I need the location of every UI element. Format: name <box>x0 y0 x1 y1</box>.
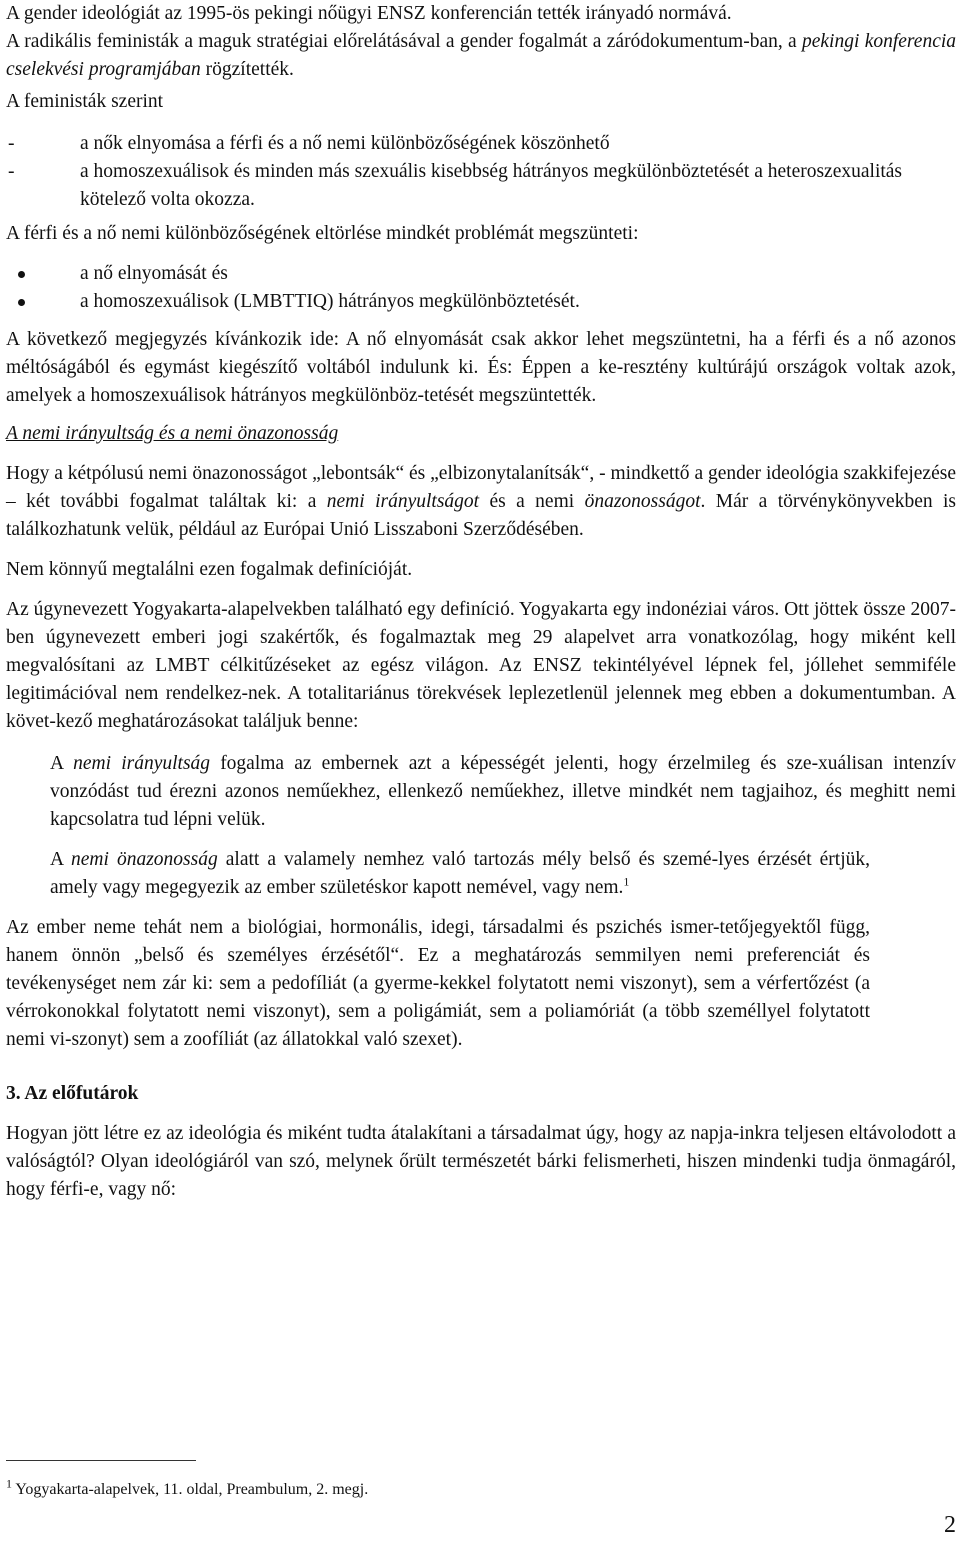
intro-text-b: rögzítették. <box>200 59 294 80</box>
footnote <box>6 1476 369 1500</box>
subheading-text: A nemi irányultság és a nemi önazonosság <box>6 423 339 444</box>
according-feminists: A feministák szerint <box>6 91 164 112</box>
bullet-list <box>6 260 956 316</box>
list-item <box>6 288 956 316</box>
list-item <box>6 260 956 288</box>
list-item-text: a nők elnyomása a férfi és a nő nemi különbözőségének köszönhető <box>80 133 610 154</box>
bullet-icon <box>18 271 25 278</box>
list-item-text: a homoszexuálisok és minden más szexuális kisebbség hátrányos megkülönböztetését a heteroszexualitás kötelező volta okozza. <box>80 161 903 210</box>
document-page <box>6 0 956 1204</box>
list-item <box>6 158 956 214</box>
concepts-paragraph <box>6 460 956 544</box>
quote2-text-b: alatt a valamely nemhez való tartozás mély belső és szemé-lyes érzését értjük, amely vagy megegyezik az ember születéskor kapott nemével, vagy nem. <box>50 849 871 898</box>
footnote-mark: 1 <box>6 1476 12 1491</box>
bullet-icon <box>18 299 25 306</box>
list-item-text: a homoszexuálisok (LMBTTIQ) hátrányos megkülönböztetését. <box>80 291 580 312</box>
remark-paragraph: A következő megjegyzés kívánkozik ide: A nő elnyomását csak akkor lehet megszüntetni, ha a férfi és a nő azonos méltóságából és egymást kiegészítő voltából indulunk ki. És: Éppen a ke-resztény kultúrájú országok voltak azok, amelyek a homoszexuálisok hátrányos megkülönböz-tetését megszüntették. <box>6 329 956 406</box>
quote1-text-b: fogalma az embernek azt a képességét jelenti, hogy érzelmileg és sze-xuálisan intenzív vonzódást tud érezni azonos neműekhez, ellenkező neműekhez, illetve mindkét nem tagjaihoz, és meghitt nemi kapcsolatra tud lépni velük. <box>50 753 956 830</box>
concepts-text-a: Hogy a kétpólusú nemi önazonosságot „lebontsák“ és „elbizonytalanítsák“, - mindkettő a gender ideológia szakkifejezése – két további fogalmat találtak ki: a <box>6 463 956 512</box>
concepts-italic-orientation: nemi irányultságot <box>326 491 480 512</box>
intro-line-1: A gender ideológiát az 1995-ös pekingi nőügyi ENSZ konferencián tették irányadó normává. <box>6 3 732 24</box>
footnote-reference[interactable]: 1 <box>623 874 630 889</box>
quote1-italic: nemi irányultság <box>73 753 211 774</box>
quote2-italic: nemi önazonosság <box>71 849 218 870</box>
abolish-paragraph: A férfi és a nő nemi különbözőségének eltörlése mindkét problémát megszünteti: <box>6 223 639 244</box>
quote-orientation <box>6 750 956 834</box>
list-item <box>6 130 956 158</box>
dash-marker: - <box>8 161 15 182</box>
intro-italic-program: pekingi konferencia cselekvési programjában <box>6 31 957 80</box>
concepts-text-b: és a nemi <box>479 491 585 512</box>
quote2-text-a: A <box>50 849 72 870</box>
footnote-divider <box>6 1460 196 1461</box>
dash-list <box>6 130 956 214</box>
concepts-text-c: . Már a törvénykönyvekben is találkozhatunk velük, például az Európai Unió Lisszaboni Szerződésében. <box>6 491 957 540</box>
intro-paragraph <box>6 28 956 84</box>
conclusion-paragraph: Az ember neme tehát nem a biológiai, hormonális, idegi, társadalmi és pszichés ismer-tetőjegyektől függ, hanem önnön „belső és személyes érzésétől“. Ez a meghatározás semmilyen nemi preferenciát és tevékenységet nem zár ki: sem a pedofíliát (a gyerme-kekkel folytatott nemi viszonyt), sem a vérfertőzést (a vérrokonokkal folytatott nemi viszonyt), sem a poligámiát, sem a poliamóriát (a több személlyel folytatott nemi vi-szonyt) sem a zoofíliát (az állatokkal való szexet). <box>6 917 870 1050</box>
subheading <box>6 420 956 448</box>
hard-paragraph: Nem könnyű megtalálni ezen fogalmak definícióját. <box>6 559 413 580</box>
quote1-text-a: A <box>50 753 74 774</box>
intro-text-a: A radikális feministák a maguk stratégiai előrelátásával a gender fogalmát a záródokumentum-ban, a <box>6 31 802 52</box>
quote-identity <box>6 846 956 902</box>
page-number: 2 <box>944 1512 956 1538</box>
concepts-italic-identity: önazonosságot <box>584 491 701 512</box>
yogyakarta-paragraph: Az úgynevezett Yogyakarta-alapelvekben található egy definíció. Yogyakarta egy indonéziai város. Ott jöttek össze 2007-ben úgynevezett emberi jogi szakértők, és fogalmaztak meg 29 alapelvet arra vonatkozólag, hogy miként kell megvalósítani az LMBT célkitűzéseket az egész világon. Az ENSZ tekintélyével lépnek fel, jóllehet semmiféle legitimációval nem rendelkez-nek. A totalitariánus törekvések leplezetlenül jelennek meg ebben a dokumentumban. A követ-kező meghatározásokat találjuk benne: <box>6 599 956 732</box>
list-item-text: a nő elnyomását és <box>80 263 228 284</box>
final-paragraph: Hogyan jött létre ez az ideológia és miként tudta átalakítani a társadalmat úgy, hogy az napja-inkra teljesen eltávolodott a valóságtól? Olyan ideológiáról van szó, melynek őrült természetét bárki felismerheti, hiszen mindenki tudja önmagáról, hogy férfi-e, vagy nő: <box>6 1123 956 1200</box>
dash-marker: - <box>8 133 15 154</box>
section-title: 3. Az előfutárok <box>6 1083 139 1104</box>
footnote-text: Yogyakarta-alapelvek, 11. oldal, Preambulum, 2. megj. <box>12 1481 369 1498</box>
